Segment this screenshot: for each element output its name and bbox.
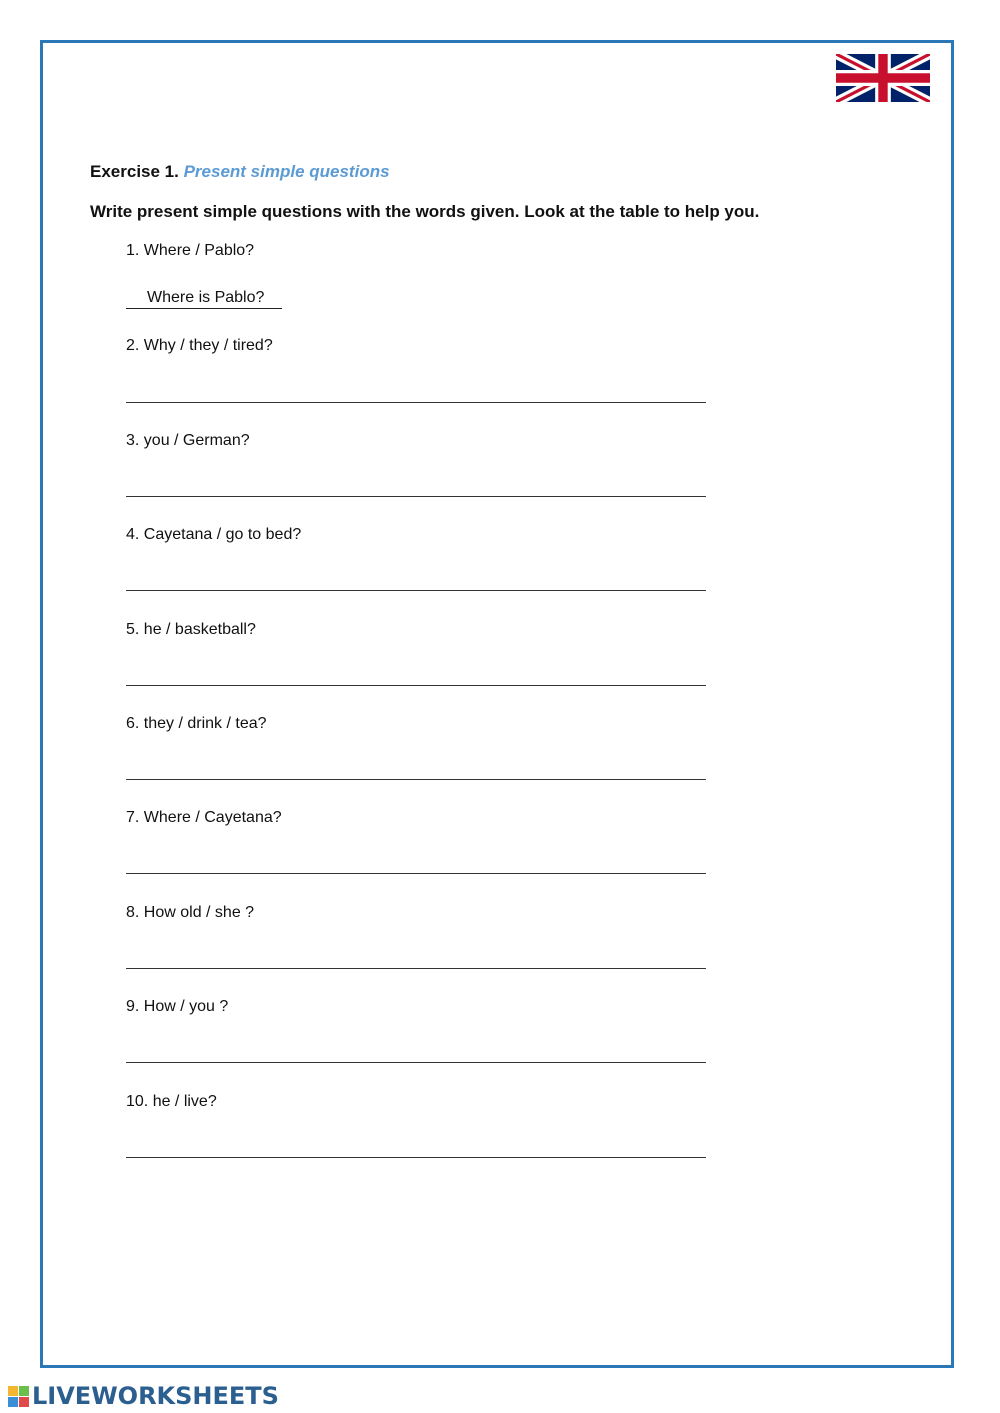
answer-line-8[interactable] (126, 968, 706, 969)
question-2: 2. Why / they / tired? (126, 337, 273, 354)
exercise-subtitle: Present simple questions (183, 162, 390, 181)
liveworksheets-logo (8, 1382, 279, 1410)
answer-line-5[interactable] (126, 685, 706, 686)
question-9: 9. How / you ? (126, 998, 229, 1015)
question-5: 5. he / basketball? (126, 621, 256, 638)
answer-line-2[interactable] (126, 402, 706, 403)
answer-line-3[interactable] (126, 496, 706, 497)
answer-line-9[interactable] (126, 1062, 706, 1063)
answer-line-7[interactable] (126, 873, 706, 874)
question-7: 7. Where / Cayetana? (126, 809, 282, 826)
question-10: 10. he / live? (126, 1093, 217, 1110)
question-1: 1. Where / Pablo? (126, 242, 255, 259)
exercise-title (90, 162, 390, 182)
example-answer: Where is Pablo? (126, 288, 282, 309)
answer-line-10[interactable] (126, 1157, 706, 1158)
question-4: 4. Cayetana / go to bed? (126, 526, 302, 543)
exercise-label: Exercise 1. (90, 162, 179, 181)
logo-blocks-icon (8, 1386, 29, 1407)
logo-text: LIVEWORKSHEETS (32, 1382, 279, 1410)
exercise-instructions: Write present simple questions with the words given. Look at the table to help you. (90, 202, 760, 221)
answer-line-6[interactable] (126, 779, 706, 780)
page-border (40, 40, 954, 1368)
question-6: 6. they / drink / tea? (126, 715, 267, 732)
question-8: 8. How old / she ? (126, 904, 255, 921)
answer-line-4[interactable] (126, 590, 706, 591)
question-3: 3. you / German? (126, 432, 250, 449)
uk-flag-icon (836, 54, 930, 102)
